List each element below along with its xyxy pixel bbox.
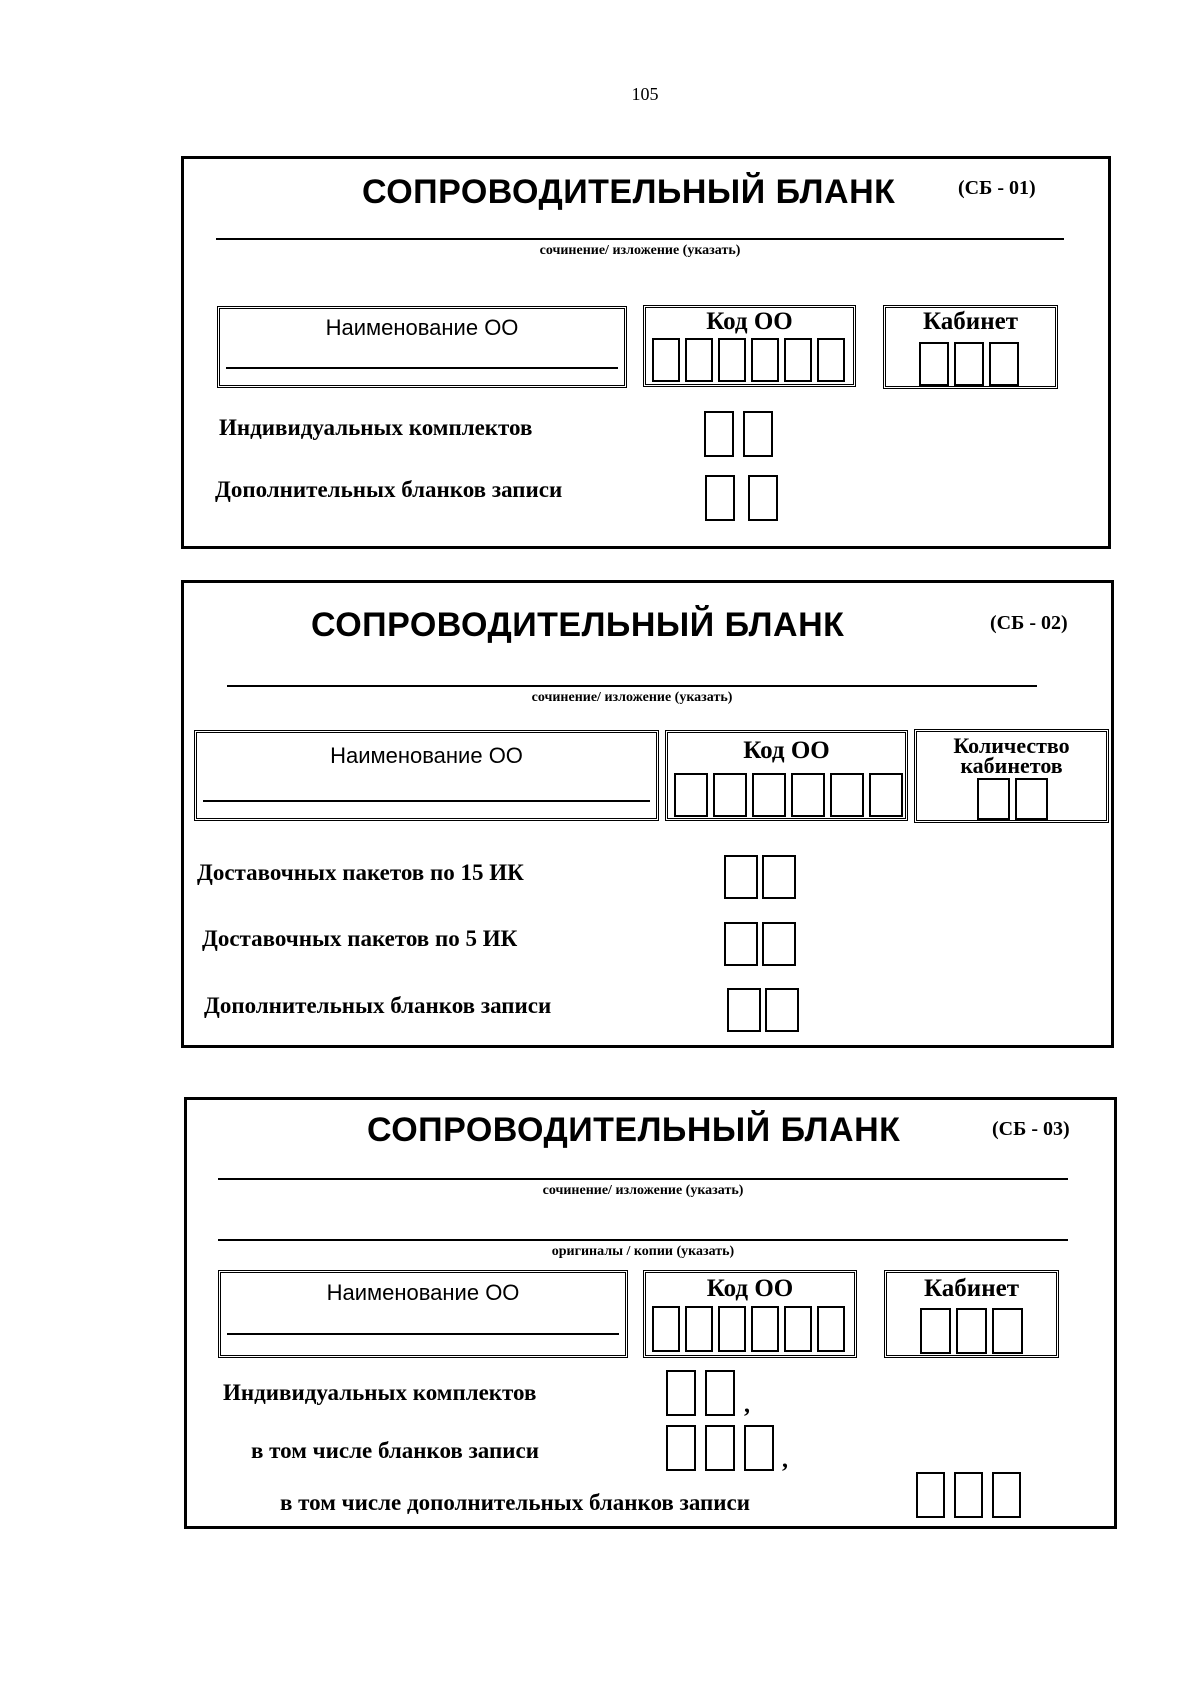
form-sb-03 xyxy=(184,1097,1117,1529)
school-code-cell[interactable] xyxy=(791,773,825,817)
packs-15-cells xyxy=(724,855,796,899)
school-name-box xyxy=(194,730,659,821)
packs-15-cell[interactable] xyxy=(724,855,758,899)
room-cell[interactable] xyxy=(992,1308,1023,1354)
room-count-label-line2: кабинетов xyxy=(960,753,1063,778)
room-cell[interactable] xyxy=(920,1308,951,1354)
extra-sheets-cells xyxy=(727,988,799,1032)
type-field-line[interactable] xyxy=(218,1178,1068,1180)
room-cell[interactable] xyxy=(989,342,1019,386)
row-label-extra-sheets: Дополнительных бланков записи xyxy=(215,477,563,502)
type-field-caption: сочинение/ изложение (указать) xyxy=(531,690,733,705)
school-code-cell[interactable] xyxy=(784,338,812,382)
school-code-box xyxy=(643,305,856,387)
comma: , xyxy=(782,1447,788,1473)
form-title: СОПРОВОДИТЕЛЬНЫЙ БЛАНК xyxy=(362,173,896,211)
extra-sheets-cell[interactable] xyxy=(727,988,761,1032)
extra-sheets-cell[interactable] xyxy=(705,475,735,521)
room-box xyxy=(884,1270,1059,1358)
form-sb-02 xyxy=(181,580,1114,1048)
type-field-line[interactable] xyxy=(216,238,1064,240)
room-count-cell[interactable] xyxy=(1015,778,1048,820)
school-code-cell[interactable] xyxy=(784,1306,812,1352)
row-label-answer-sheets: в том числе бланков записи xyxy=(251,1438,539,1463)
room-count-cells xyxy=(977,778,1048,820)
school-code-cell[interactable] xyxy=(718,338,746,382)
answer-sheets-cell[interactable] xyxy=(744,1425,774,1471)
answer-sheets-cell[interactable] xyxy=(666,1425,696,1471)
room-count-label-line1: Количество xyxy=(953,733,1070,758)
school-code-cell[interactable] xyxy=(652,1306,680,1352)
school-name-field[interactable] xyxy=(227,1333,619,1335)
school-name-label: Наименование ОО xyxy=(330,743,523,768)
row-label-extra-sheets: Дополнительных бланков записи xyxy=(204,993,552,1018)
row-label-packs-15: Доставочных пакетов по 15 ИК xyxy=(197,860,524,885)
room-count-box xyxy=(914,729,1109,823)
school-code-box xyxy=(665,730,908,821)
kits-cells xyxy=(666,1370,735,1416)
form-title: СОПРОВОДИТЕЛЬНЫЙ БЛАНК xyxy=(367,1111,901,1149)
room-label: Кабинет xyxy=(923,308,1018,335)
school-code-cell[interactable] xyxy=(751,338,779,382)
school-code-cell[interactable] xyxy=(685,338,713,382)
form-code: (СБ - 01) xyxy=(958,177,1036,199)
school-code-cells xyxy=(652,1306,845,1352)
row-label-extra-sheets: в том числе дополнительных бланков записи xyxy=(280,1490,750,1515)
original-copy-field-line[interactable] xyxy=(218,1239,1068,1241)
row-label-kits: Индивидуальных комплектов xyxy=(219,415,533,440)
school-code-cell[interactable] xyxy=(674,773,708,817)
form-title: СОПРОВОДИТЕЛЬНЫЙ БЛАНК xyxy=(311,606,845,644)
kits-cell[interactable] xyxy=(704,411,734,457)
school-code-cell[interactable] xyxy=(751,1306,779,1352)
packs-15-cell[interactable] xyxy=(762,855,796,899)
kits-cell[interactable] xyxy=(743,411,773,457)
extra-sheets-cells xyxy=(916,1472,1021,1518)
school-name-box xyxy=(217,306,627,388)
school-name-field[interactable] xyxy=(226,367,618,369)
packs-5-cells xyxy=(724,922,796,966)
extra-sheets-cell[interactable] xyxy=(992,1472,1021,1518)
answer-sheets-cells xyxy=(666,1425,774,1471)
form-code: (СБ - 02) xyxy=(990,612,1068,634)
extra-sheets-cell[interactable] xyxy=(916,1472,945,1518)
room-cell[interactable] xyxy=(956,1308,987,1354)
kits-cell[interactable] xyxy=(666,1370,696,1416)
school-code-cell[interactable] xyxy=(752,773,786,817)
form-code: (СБ - 03) xyxy=(992,1118,1070,1140)
row-label-packs-5: Доставочных пакетов по 5 ИК xyxy=(202,926,518,951)
school-code-cell[interactable] xyxy=(652,338,680,382)
extra-sheets-cell[interactable] xyxy=(765,988,799,1032)
school-code-label: Код ОО xyxy=(743,737,830,764)
packs-5-cell[interactable] xyxy=(762,922,796,966)
comma: , xyxy=(744,1392,750,1418)
school-code-cell[interactable] xyxy=(718,1306,746,1352)
school-code-cell[interactable] xyxy=(817,338,845,382)
kits-cell[interactable] xyxy=(705,1370,735,1416)
room-box xyxy=(883,305,1058,389)
school-code-cells xyxy=(674,773,903,817)
kits-cells xyxy=(704,411,773,457)
school-name-label: Наименование ОО xyxy=(325,315,519,340)
school-code-label: Код ОО xyxy=(706,308,793,335)
type-field-caption: сочинение/ изложение (указать) xyxy=(539,243,741,258)
row-label-kits: Индивидуальных комплектов xyxy=(223,1380,537,1405)
type-field-line[interactable] xyxy=(227,685,1037,687)
room-cells xyxy=(920,1308,1023,1354)
room-count-cell[interactable] xyxy=(977,778,1010,820)
school-code-box xyxy=(643,1270,857,1358)
school-name-box xyxy=(218,1270,628,1358)
school-name-label: Наименование ОО xyxy=(326,1280,520,1305)
room-cell[interactable] xyxy=(954,342,984,386)
original-copy-field-caption: оригиналы / копии (указать) xyxy=(551,1244,735,1259)
form-sb-01 xyxy=(181,156,1111,549)
school-code-cell[interactable] xyxy=(685,1306,713,1352)
page-number: 105 xyxy=(631,84,659,104)
extra-sheets-cell[interactable] xyxy=(748,475,778,521)
school-code-cell[interactable] xyxy=(817,1306,845,1352)
school-code-cell[interactable] xyxy=(713,773,747,817)
answer-sheets-cell[interactable] xyxy=(705,1425,735,1471)
extra-sheets-cells xyxy=(705,475,778,521)
room-label: Кабинет xyxy=(924,1275,1019,1302)
packs-5-cell[interactable] xyxy=(724,922,758,966)
school-name-field[interactable] xyxy=(203,800,650,802)
school-code-cell[interactable] xyxy=(869,773,903,817)
type-field-caption: сочинение/ изложение (указать) xyxy=(542,1183,744,1198)
room-cell[interactable] xyxy=(919,342,949,386)
school-code-label: Код ОО xyxy=(706,1275,794,1302)
room-cells xyxy=(919,342,1019,386)
school-code-cells xyxy=(652,338,845,382)
school-code-cell[interactable] xyxy=(830,773,864,817)
extra-sheets-cell[interactable] xyxy=(954,1472,983,1518)
